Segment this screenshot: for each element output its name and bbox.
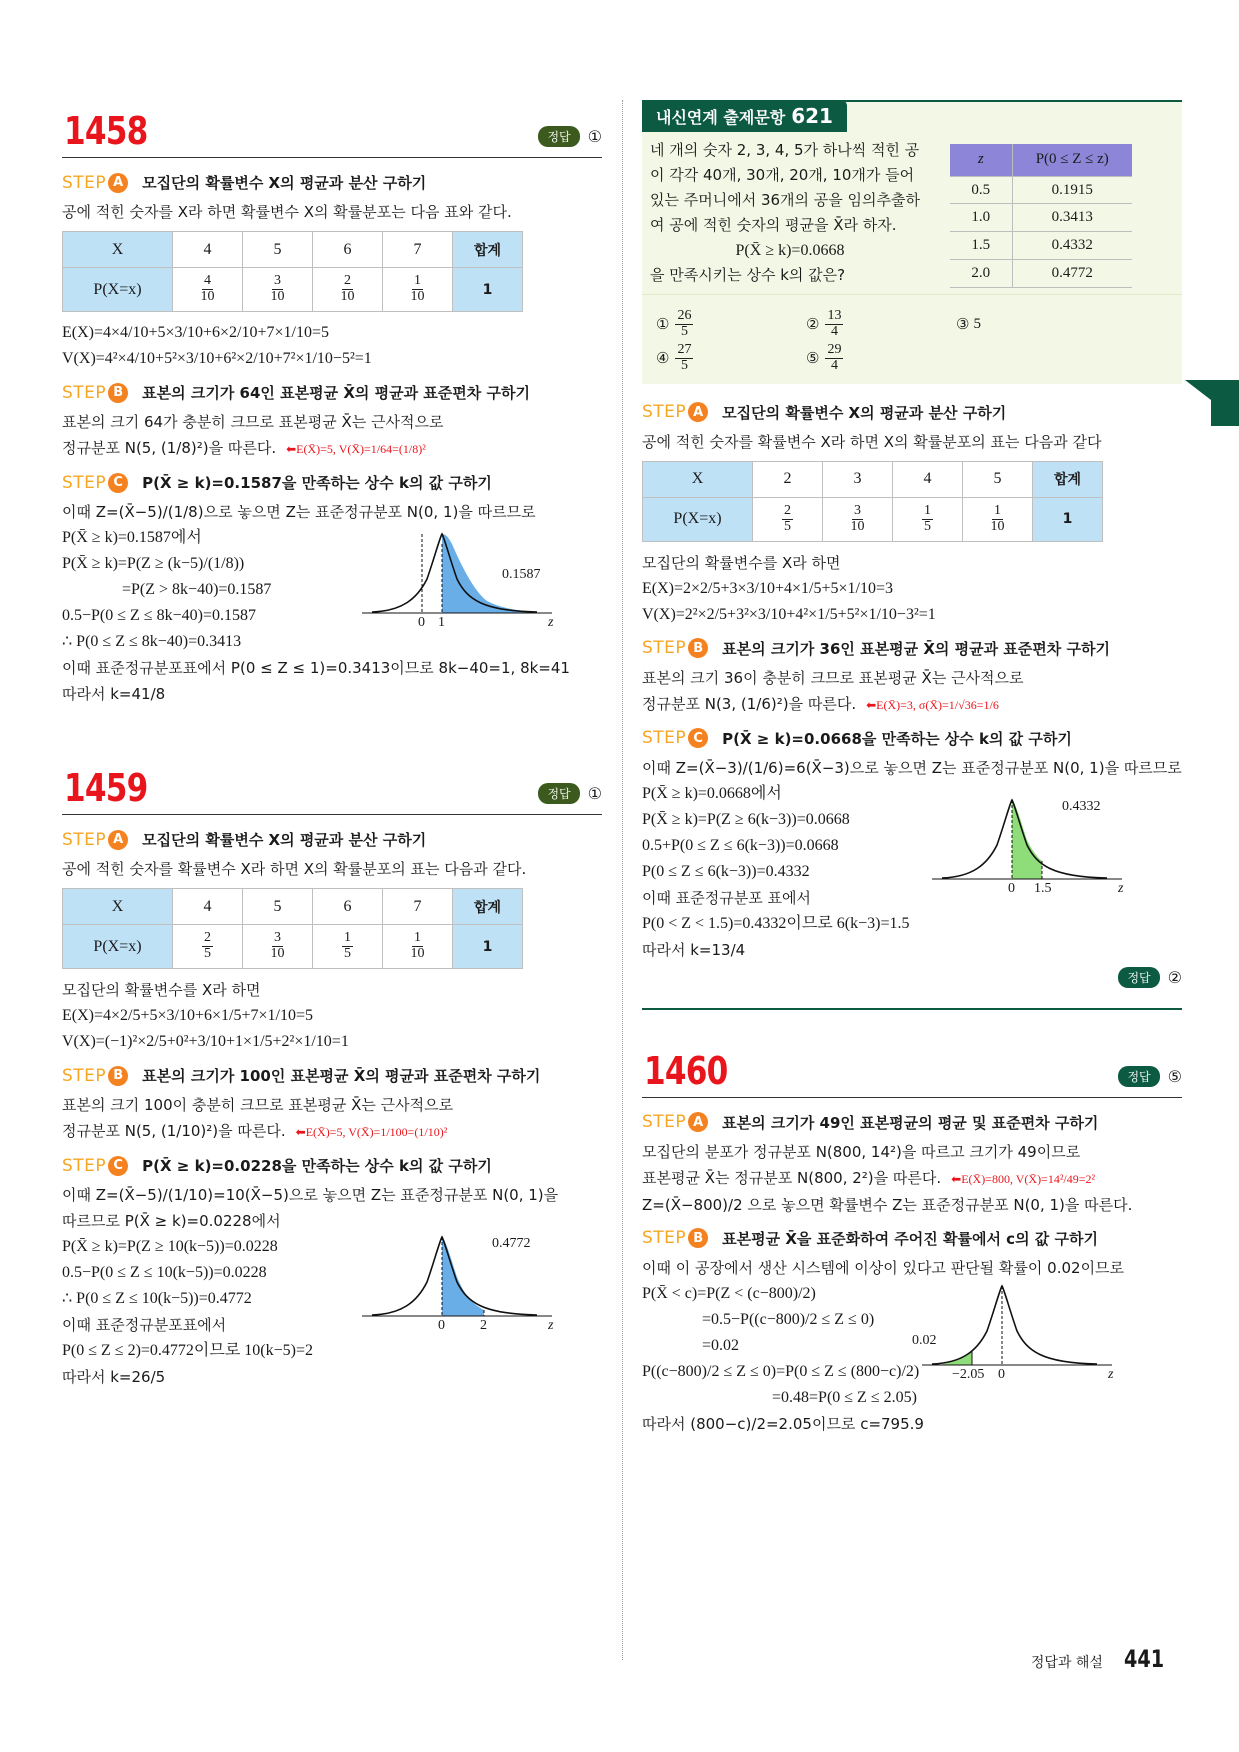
problem-number: 1460 — [644, 1048, 728, 1093]
answer-badge: 정답 — [1118, 1066, 1159, 1087]
axis-label: 0 — [998, 1366, 1005, 1382]
text-line: 정규분포 N(3, (1/6)²)을 따른다. ⬅E(X̄)=3, σ(X̄)=1/√36=1/6 — [642, 694, 999, 713]
table-cell: $\frac{2}{5}$ — [173, 925, 243, 969]
text-line: 표본의 크기 36이 충분히 크므로 표본평균 X̄는 근사적으로 — [642, 668, 1024, 687]
text-line: 공에 적힌 숫자를 확률변수 X라 하면 X의 확률분포의 표는 다음과 같다 — [642, 432, 1102, 451]
step-b-heading — [62, 1065, 602, 1086]
table-cell: $\frac{3}{10}$ — [823, 497, 893, 541]
naesin-linked-problem — [642, 100, 1182, 384]
area-callout: 0.4772 — [492, 1236, 531, 1251]
choice-5[interactable]: ⑤ $\frac{29}{4}$ — [806, 342, 842, 374]
axis-label: 1.5 — [1034, 880, 1052, 896]
table-cell: 7 — [383, 889, 453, 925]
page-footer — [1031, 1645, 1169, 1673]
step-b-heading — [62, 382, 602, 403]
answer-value: ⑤ — [1167, 1066, 1182, 1086]
equation-line: 0.5−P(0 ≤ Z ≤ 10(k−5))=0.0228 — [62, 1264, 267, 1281]
step-letter-badge: A — [108, 173, 128, 193]
table-header-p: P(X=x) — [63, 268, 173, 312]
step-label: STEP — [642, 1112, 687, 1133]
step-title: P(X̄ ≥ k)=0.1587을 만족하는 상수 k의 값 구하기 — [142, 474, 492, 492]
equation-line: E(X)=2×2/5+3×3/10+4×1/5+5×1/10=3 — [642, 579, 893, 597]
step-title: 표본의 크기가 64인 표본평균 X̄의 평균과 표준편차 구하기 — [142, 384, 530, 402]
step-a-heading — [62, 829, 602, 850]
ztable-cell: 0.3413 — [1012, 204, 1132, 232]
table-cell: 5 — [243, 232, 313, 268]
answer-indicator — [538, 783, 602, 804]
ztable-cell: 1.5 — [950, 232, 1012, 260]
choice-2[interactable]: ② $\frac{13}{4}$ — [806, 308, 842, 339]
naesin-tab-number: 621 — [791, 104, 833, 128]
table-cell: 3 — [823, 461, 893, 497]
normal-curve-graph — [362, 529, 562, 629]
ztable-header: P(0 ≤ Z ≤ z) — [1012, 144, 1132, 176]
ztable-cell: 0.4772 — [1012, 260, 1132, 288]
axis-label: z — [1108, 1366, 1114, 1382]
text-line: 이때 표준정규분포 표에서 — [642, 888, 811, 907]
text-line: Z=(X̄−800)/2 으로 놓으면 확률변수 Z는 표준정규분포 N(0, 1)을 따른다. — [642, 1195, 1133, 1214]
question-line: 을 만족시키는 상수 k의 값은? — [650, 266, 846, 284]
equation-line: P(X̄ ≥ k)=0.1587에서 — [62, 529, 202, 546]
text-line: 따르므로 P(X̄ ≥ k)=0.0228에서 — [62, 1212, 281, 1230]
table-cell: $\frac{4}{10}$ — [173, 268, 243, 312]
equation-line: E(X)=4×2/5+5×3/10+6×1/5+7×1/10=5 — [62, 1007, 313, 1024]
bell-curve-icon — [922, 1281, 1122, 1381]
answer-badge: 정답 — [538, 783, 579, 804]
step-letter-badge: A — [108, 830, 128, 850]
axis-label: 2 — [480, 1318, 487, 1333]
step-label: STEP — [642, 402, 687, 423]
step-label: STEP — [62, 1065, 107, 1086]
table-cell: 7 — [383, 232, 453, 268]
question-text — [650, 138, 930, 288]
ztable-cell: 2.0 — [950, 260, 1012, 288]
text-line: 이때 표준정규분포표에서 — [62, 1316, 227, 1334]
problem-1460 — [642, 1040, 1182, 1437]
text-line: 공에 적힌 숫자를 확률변수 X라 하면 X의 확률분포의 표는 다음과 같다. — [62, 860, 527, 878]
step-label: STEP — [62, 172, 107, 193]
table-sum-header: 합계 — [453, 232, 523, 268]
text-line: 이때 Z=(X̄−5)/(1/8)으로 놓으면 Z는 표준정규분포 N(0, 1)을 따르므로 — [62, 503, 536, 521]
choice-3[interactable]: ③ 5 — [956, 315, 981, 333]
equation-line: 0.5−P(0 ≤ Z ≤ 8k−40)=0.1587 — [62, 607, 256, 624]
bell-curve-icon — [932, 795, 1132, 895]
text-line: 이때 Z=(X̄−3)/(1/6)=6(X̄−3)으로 놓으면 Z는 표준정규분포 N(0, 1)을 따르므로 — [642, 758, 1182, 777]
axis-label: z — [1118, 880, 1124, 896]
text-line: 표본평균 X̄는 정규분포 N(800, 2²)을 따른다. ⬅E(X̄)=800, V(X̄)=14²/49=2² — [642, 1168, 1096, 1187]
naesin-tab — [642, 100, 847, 132]
question-line: 있는 주머니에서 36개의 공을 임의추출하 — [650, 191, 921, 209]
table-cell: 4 — [173, 889, 243, 925]
answer-indicator — [538, 126, 602, 147]
text-line: 정규분포 N(5, (1/10)²)을 따른다. ⬅E(X̄)=5, V(X̄)=1/100=(1/10)² — [62, 1122, 448, 1140]
step-b-heading — [642, 1228, 1182, 1249]
equation-line: P(0 ≤ Z ≤ 6(k−3))=0.4332 — [642, 862, 810, 880]
step-label: STEP — [62, 1155, 107, 1176]
step-label: STEP — [642, 728, 687, 749]
table-header-x: X — [63, 232, 173, 268]
table-cell: $\frac{3}{10}$ — [243, 925, 313, 969]
normal-curve-graph — [912, 1281, 1122, 1382]
axis-label: z — [548, 1318, 554, 1333]
table-header-p: P(X=x) — [63, 925, 173, 969]
table-cell: $\frac{1}{5}$ — [893, 497, 963, 541]
text-line: 모집단의 확률변수를 X라 하면 — [642, 553, 841, 572]
problem-1459 — [62, 757, 602, 1390]
table-sum-header: 합계 — [453, 889, 523, 925]
problem-number: 1458 — [64, 109, 148, 153]
equation-line: E(X)=4×4/10+5×3/10+6×2/10+7×1/10=5 — [62, 324, 329, 341]
step-c-heading — [642, 728, 1182, 749]
answer-badge: 정답 — [538, 126, 579, 147]
text-line: 표본의 크기 64가 충분히 크므로 표본평균 X̄는 근사적으로 — [62, 413, 444, 431]
axis-label: 0 — [438, 1318, 445, 1333]
table-cell: $\frac{1}{10}$ — [383, 925, 453, 969]
step-title: P(X̄ ≥ k)=0.0228을 만족하는 상수 k의 값 구하기 — [142, 1157, 492, 1175]
left-column — [62, 100, 602, 1390]
area-callout: 0.02 — [912, 1332, 937, 1348]
step-c-heading — [62, 472, 602, 493]
area-callout: 0.1587 — [502, 567, 541, 582]
probability-distribution-table — [62, 231, 523, 312]
ztable-header: z — [950, 144, 1012, 176]
table-header-x: X — [63, 889, 173, 925]
equation-line: =P(Z > 8k−40)=0.1587 — [122, 581, 272, 598]
step-c-body — [642, 755, 1182, 963]
table-cell: 4 — [893, 461, 963, 497]
annotation-note: ⬅E(X̄)=5, V(X̄)=1/64=(1/8)² — [286, 442, 426, 456]
equation-line: P(X̄ < c)=P(Z < (c−800)/2) — [642, 1284, 816, 1302]
text-line: 이때 Z=(X̄−5)/(1/10)=10(X̄−5)으로 놓으면 Z는 표준정규분포 N(0, 1)을 — [62, 1186, 559, 1204]
page-number: 441 — [1123, 1645, 1164, 1673]
axis-label: 1 — [438, 615, 445, 630]
step-letter-badge: A — [688, 402, 708, 422]
answer-indicator — [642, 967, 1182, 988]
question-line: 여 공에 적힌 숫자의 평균을 X̄라 하자. — [650, 216, 897, 234]
step-b-heading — [642, 638, 1182, 659]
question-line: 이 각각 40개, 30개, 20개, 10개가 들어 — [650, 166, 915, 184]
step-title: 표본의 크기가 36인 표본평균 X̄의 평균과 표준편차 구하기 — [722, 639, 1110, 658]
step-label: STEP — [62, 382, 107, 403]
equation-line: P(X̄ ≥ k)=P(Z ≥ (k−5)/(1/8)) — [62, 555, 245, 572]
step-title: 모집단의 확률변수 X의 평균과 분산 구하기 — [722, 403, 1007, 422]
text-line: 공에 적힌 숫자를 X라 하면 확률변수 X의 확률분포는 다음 표와 같다. — [62, 203, 512, 221]
equation-line: P(0 < Z < 1.5)=0.4332이므로 6(k−3)=1.5 — [642, 914, 910, 932]
equation-line: V(X)=(−1)²×2/5+0²+3/10+1×1/5+2²×1/10=1 — [62, 1033, 349, 1050]
text-line: 표본의 크기 100이 충분히 크므로 표본평균 X̄는 근사적으로 — [62, 1096, 454, 1114]
axis-label: z — [548, 615, 554, 630]
section-divider — [642, 1008, 1182, 1010]
probability-distribution-table — [62, 888, 523, 969]
naesin-tab-label: 내신연계 출제문항 — [656, 108, 786, 127]
equation-line: =0.02 — [702, 1336, 740, 1354]
ztable-cell: 0.1915 — [1012, 176, 1132, 204]
table-header-p: P(X=x) — [643, 497, 753, 541]
footer-label: 정답과 해설 — [1030, 1655, 1103, 1671]
step-title: 모집단의 확률변수 X의 평균과 분산 구하기 — [142, 831, 427, 849]
naesin-body — [642, 132, 1182, 288]
annotation-note: ⬅E(X̄)=3, σ(X̄)=1/√36=1/6 — [866, 697, 999, 712]
question-equation: P(X̄ ≥ k)=0.0668 — [735, 242, 845, 259]
axis-label: −2.05 — [952, 1366, 985, 1382]
chapter-side-tab — [1211, 380, 1239, 426]
standard-normal-table — [950, 144, 1132, 288]
step-title: 표본의 크기가 49인 표본평균의 평균 및 표준편차 구하기 — [722, 1113, 1099, 1132]
table-header-x: X — [643, 461, 753, 497]
probability-distribution-table — [642, 461, 1103, 542]
equation-line: P(0 ≤ Z ≤ 2)=0.4772이므로 10(k−5)=2 — [62, 1342, 313, 1359]
normal-curve-graph — [362, 1232, 562, 1332]
equation-line: ∴ P(0 ≤ Z ≤ 10(k−5))=0.4772 — [62, 1290, 252, 1307]
annotation-note: ⬅E(X̄)=5, V(X̄)=1/100=(1/10)² — [295, 1125, 448, 1139]
text-line: 따라서 (800−c)/2=2.05이므로 c=795.9 — [642, 1414, 924, 1433]
table-sum-value: 1 — [453, 925, 523, 969]
equation-line: V(X)=4²×4/10+5²×3/10+6²×2/10+7²×1/10−5²=1 — [62, 350, 372, 367]
step-a-heading — [642, 402, 1182, 423]
ztable-cell: 0.5 — [950, 176, 1012, 204]
problem-number: 1459 — [64, 766, 148, 810]
equation-line: =0.48=P(0 ≤ Z ≤ 2.05) — [772, 1388, 917, 1406]
problem-header — [642, 1040, 1182, 1098]
step-letter-badge: C — [688, 728, 708, 748]
table-sum-value: 1 — [453, 268, 523, 312]
step-label: STEP — [62, 472, 107, 493]
table-cell: 5 — [963, 461, 1033, 497]
table-cell: 5 — [243, 889, 313, 925]
step-c-heading — [62, 1155, 602, 1176]
step-label: STEP — [642, 638, 687, 659]
equation-line: ∴ P(0 ≤ Z ≤ 8k−40)=0.3413 — [62, 633, 242, 650]
table-cell: 6 — [313, 232, 383, 268]
step-label: STEP — [62, 829, 107, 850]
normal-curve-graph — [932, 795, 1132, 895]
equation-line: 0.5+P(0 ≤ Z ≤ 6(k−3))=0.0668 — [642, 836, 839, 854]
step-c-body — [62, 499, 602, 707]
question-line: 네 개의 숫자 2, 3, 4, 5가 하나씩 적힌 공 — [650, 141, 920, 159]
problem-header — [62, 100, 602, 158]
problem-header — [62, 757, 602, 815]
step-b-body — [642, 1255, 1182, 1437]
equation-line: P(X̄ ≥ k)=P(Z ≥ 6(k−3))=0.0668 — [642, 810, 850, 828]
ztable-cell: 0.4332 — [1012, 232, 1132, 260]
annotation-note: ⬅E(X̄)=800, V(X̄)=14²/49=2² — [951, 1171, 1096, 1186]
step-label: STEP — [642, 1228, 687, 1249]
step-title: 표본의 크기가 100인 표본평균 X̄의 평균과 표준편차 구하기 — [142, 1067, 541, 1085]
problem-1458 — [62, 100, 602, 707]
step-letter-badge: B — [688, 638, 708, 658]
step-letter-badge: B — [688, 1228, 708, 1248]
text-line: 정규분포 N(5, (1/8)²)을 따른다. ⬅E(X̄)=5, V(X̄)=1/64=(1/8)² — [62, 439, 426, 457]
step-a-heading — [642, 1112, 1182, 1133]
table-cell: $\frac{2}{5}$ — [753, 497, 823, 541]
table-sum-header: 합계 — [1033, 461, 1103, 497]
text-line: 모집단의 확률변수를 X라 하면 — [62, 981, 261, 999]
step-letter-badge: C — [108, 1156, 128, 1176]
step-letter-badge: C — [108, 473, 128, 493]
text-line: 이때 표준정규분포표에서 P(0 ≤ Z ≤ 1)=0.3413이므로 8k−40=1, 8k=41 — [62, 659, 570, 677]
step-title: 표본평균 X̄을 표준화하여 주어진 확률에서 c의 값 구하기 — [722, 1229, 1098, 1248]
choice-1[interactable]: ① $\frac{26}{5}$ — [656, 308, 692, 339]
step-letter-badge: A — [688, 1112, 708, 1132]
step-letter-badge: B — [108, 1066, 128, 1086]
bell-curve-icon — [362, 1232, 562, 1332]
column-divider — [622, 100, 623, 1660]
table-cell: 2 — [753, 461, 823, 497]
table-cell: $\frac{3}{10}$ — [243, 268, 313, 312]
equation-line: V(X)=2²×2/5+3²×3/10+4²×1/5+5²×1/10−3²=1 — [642, 605, 936, 623]
text-line: 모집단의 분포가 정규분포 N(800, 14²)을 따르고 크기가 49이므로 — [642, 1142, 1081, 1161]
equation-line: P((c−800)/2 ≤ Z ≤ 0)=P(0 ≤ Z ≤ (800−c)/2) — [642, 1362, 920, 1380]
table-cell: 4 — [173, 232, 243, 268]
text-line: 따라서 k=26/5 — [62, 1368, 166, 1386]
table-cell: $\frac{1}{10}$ — [383, 268, 453, 312]
step-title: 모집단의 확률변수 X의 평균과 분산 구하기 — [142, 174, 427, 192]
right-column — [642, 100, 1182, 1437]
naesin-solution — [642, 402, 1182, 1010]
table-cell: 6 — [313, 889, 383, 925]
step-letter-badge: B — [108, 383, 128, 403]
answer-value: ② — [1167, 967, 1182, 987]
answer-indicator — [1118, 1066, 1182, 1087]
answer-badge: 정답 — [1118, 967, 1159, 988]
axis-label: 0 — [418, 615, 425, 630]
equation-line: =0.5−P((c−800)/2 ≤ Z ≤ 0) — [702, 1310, 875, 1328]
step-a-heading — [62, 172, 602, 193]
text-line: 따라서 k=41/8 — [62, 685, 166, 703]
table-cell: $\frac{1}{10}$ — [963, 497, 1033, 541]
choice-4[interactable]: ④ $\frac{27}{5}$ — [656, 342, 692, 374]
step-c-body — [62, 1182, 602, 1390]
ztable-cell: 1.0 — [950, 204, 1012, 232]
equation-line: P(X̄ ≥ k)=P(Z ≥ 10(k−5))=0.0228 — [62, 1238, 278, 1255]
axis-label: 0 — [1008, 880, 1015, 896]
text-line: 따라서 k=13/4 — [642, 940, 746, 959]
table-cell: $\frac{2}{10}$ — [313, 268, 383, 312]
table-sum-value: 1 — [1033, 497, 1103, 541]
step-title: P(X̄ ≥ k)=0.0668을 만족하는 상수 k의 값 구하기 — [722, 729, 1072, 748]
answer-value: ① — [587, 127, 602, 146]
equation-line: P(X̄ ≥ k)=0.0668에서 — [642, 784, 782, 802]
area-callout: 0.4332 — [1062, 798, 1101, 814]
answer-value: ① — [587, 784, 602, 803]
text-line: 이때 이 공장에서 생산 시스템에 이상이 있다고 판단될 확률이 0.02이므로 — [642, 1258, 1125, 1277]
table-cell: $\frac{1}{5}$ — [313, 925, 383, 969]
answer-choices — [642, 294, 1182, 374]
